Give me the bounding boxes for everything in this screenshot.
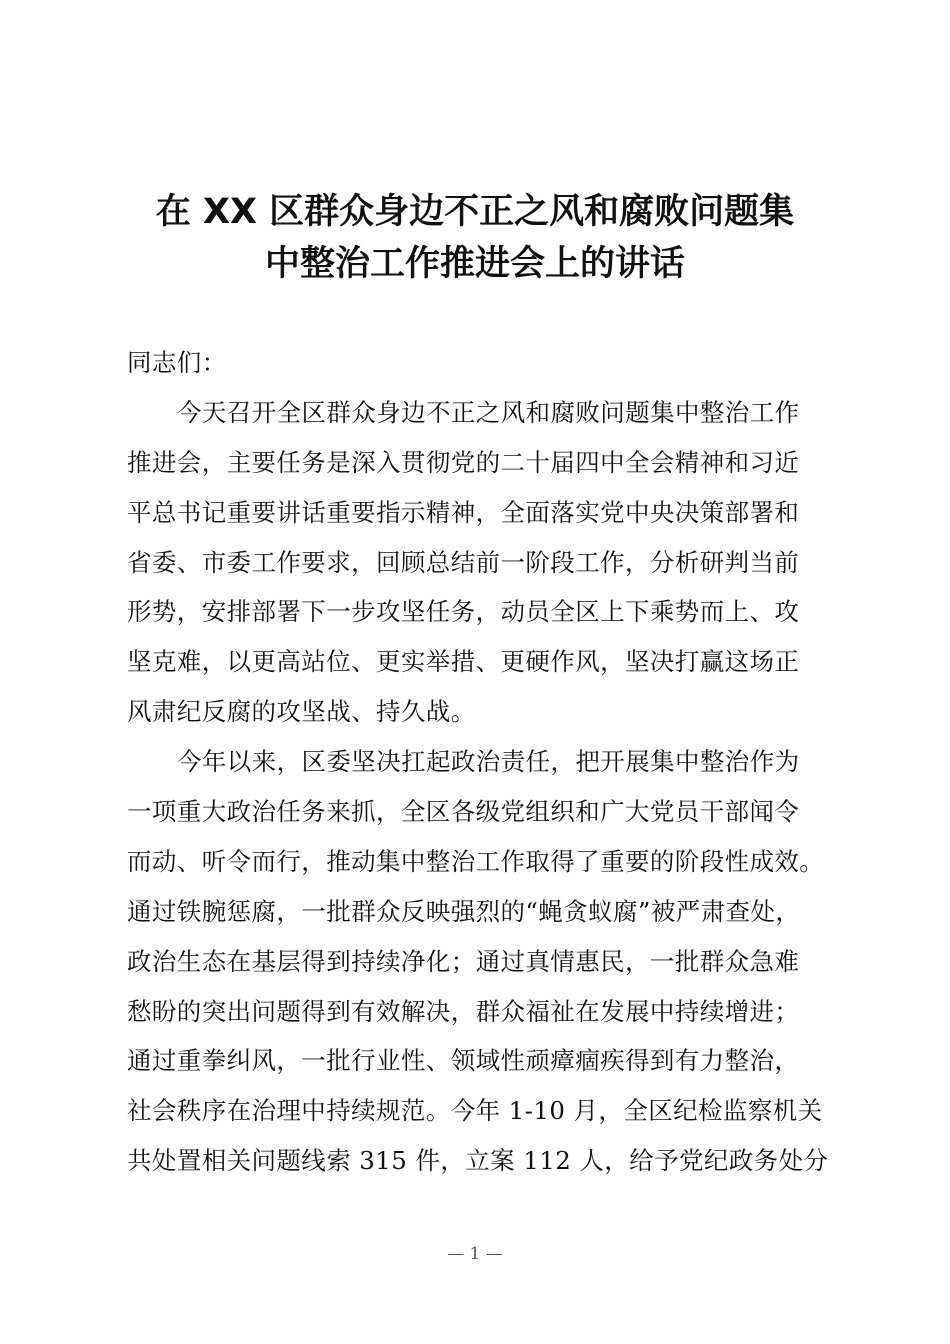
page-number: — 1 — bbox=[447, 1244, 503, 1264]
document-body bbox=[127, 338, 827, 1186]
text-line: 而动、听令而行，推动集中整治工作取得了重要的阶段性成效。 bbox=[127, 846, 825, 876]
text-line: 推进会，主要任务是深入贯彻党的二十届四中全会精神和习近 bbox=[127, 447, 800, 477]
text-line: 形势，安排部署下一步攻坚任务，动员全区上下乘势而上、攻 bbox=[127, 597, 800, 627]
text-line: 政治生态在基层得到持续净化；通过真情惠民，一批群众急难 bbox=[127, 946, 800, 976]
paragraph-2 bbox=[127, 737, 827, 1186]
text-line: 坚克难，以更高站位、更实举措、更硬作风，坚决打赢这场正 bbox=[127, 647, 800, 677]
text-line: 平总书记重要讲话重要指示精神，全面落实党中央决策部署和 bbox=[127, 497, 800, 527]
text-line: 愁盼的突出问题得到有效解决，群众福祉在发展中持续增进； bbox=[127, 996, 800, 1026]
text-line: 一项重大政治任务来抓，全区各级党组织和广大党员干部闻令 bbox=[127, 797, 800, 827]
paragraph-1 bbox=[127, 388, 827, 737]
text-line: 省委、市委工作要求，回顾总结前一阶段工作，分析研判当前 bbox=[127, 547, 800, 577]
document-title bbox=[100, 186, 850, 290]
title-line: 在 XX 区群众身边不正之风和腐败问题集 bbox=[155, 192, 795, 232]
text-line: 社会秩序在治理中持续规范。今年 1-10 月，全区纪检监察机关 bbox=[127, 1096, 823, 1126]
salutation: 同志们： bbox=[127, 348, 227, 377]
title-line: 中整治工作推进会上的讲话 bbox=[264, 244, 685, 284]
text-line: 今天召开全区群众身边不正之风和腐败问题集中整治工作 bbox=[177, 397, 800, 427]
text-line: 通过重拳纠风，一批行业性、领域性顽瘴痼疾得到有力整治， bbox=[127, 1046, 800, 1076]
text-line: 风肃纪反腐的攻坚战、持久战。 bbox=[127, 697, 476, 727]
text-line: 今年以来，区委坚决扛起政治责任，把开展集中整治作为 bbox=[177, 747, 800, 777]
text-line: 通过铁腕惩腐，一批群众反映强烈的“蝇贪蚁腐”被严肃查处， bbox=[127, 896, 801, 926]
text-line: 共处置相关问题线索 315 件，立案 112 人，给予党纪政务处分 bbox=[127, 1146, 829, 1176]
